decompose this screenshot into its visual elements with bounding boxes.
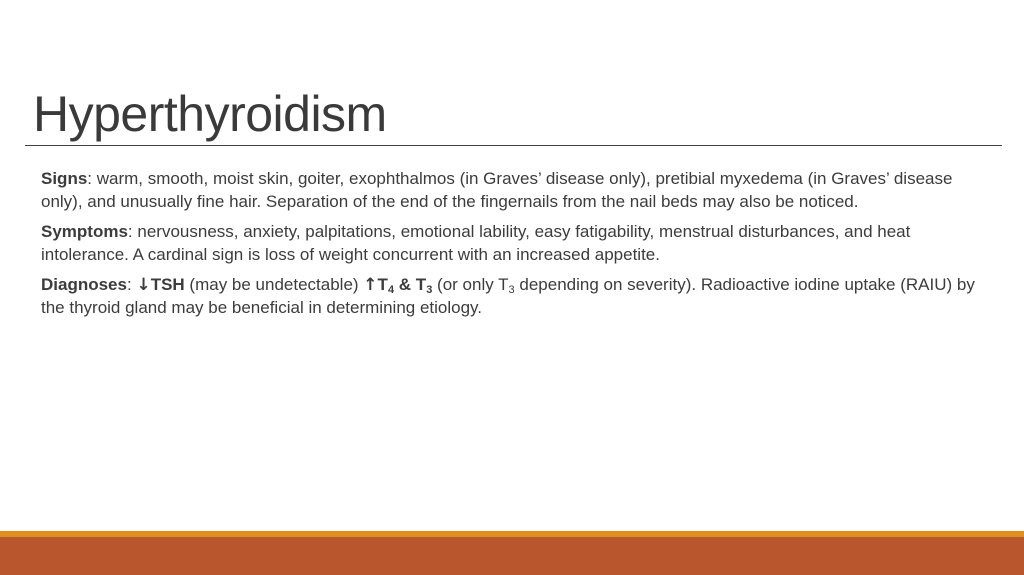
slide-title: Hyperthyroidism	[33, 86, 387, 142]
tsh-label: TSH	[150, 275, 185, 294]
symptoms-text: nervousness, anxiety, palpitations, emotional lability, easy fatigability, menstrual disturbances, and heat intolerance. A cardinal sign is loss of weight concurrent with an increased appetite.	[41, 222, 911, 264]
symptoms-separator: :	[127, 222, 133, 241]
signs-label: Signs	[41, 169, 88, 188]
diagnoses-separator: :	[126, 275, 137, 294]
diagnoses-note-start: (or only T	[432, 275, 509, 294]
diagnoses-paragraph	[41, 274, 991, 319]
t4-label: $T_4$ & $T_3$	[377, 275, 433, 296]
symptoms-paragraph	[41, 221, 991, 266]
diagnoses-note-end: depending on severity). Radioactive iodine uptake (RAIU) by the thyroid gland may be beneficial in determining etiology.	[41, 275, 975, 317]
signs-text: warm, smooth, moist skin, goiter, exophthalmos (in Graves’ disease only), pretibial myxedema (in Graves’ disease only), and unusually fine hair. Separation of the end of the fingernails from the nail beds may also be noticed.	[41, 169, 953, 211]
symptoms-label: Symptoms	[41, 222, 128, 241]
diagnoses-label: Diagnoses	[41, 275, 127, 294]
up-arrow-icon: ↑	[363, 275, 378, 295]
title-divider	[25, 145, 1002, 146]
tsh-note: (may be undetectable)	[184, 275, 364, 294]
signs-separator: :	[87, 169, 93, 188]
t4-subscript: 4	[387, 284, 395, 296]
note-t3-subscript: 3	[508, 284, 515, 296]
signs-paragraph	[41, 168, 991, 213]
footer-bar	[0, 537, 1024, 575]
down-arrow-icon: ↓	[136, 275, 151, 295]
t3-subscript: 3	[426, 284, 433, 296]
slide-body	[41, 168, 991, 327]
